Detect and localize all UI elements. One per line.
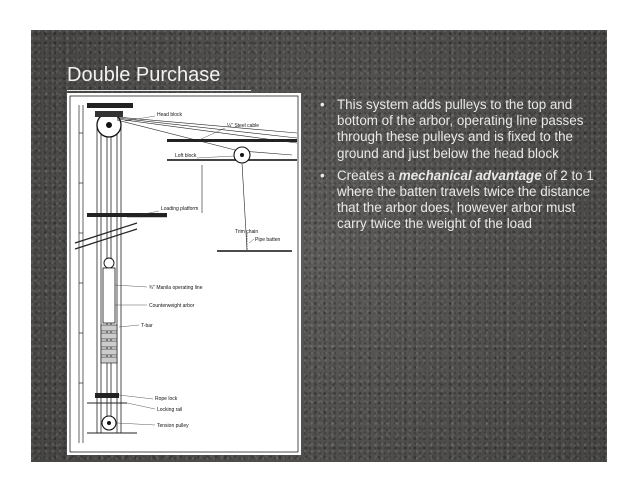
bullet-text: This system adds pulleys to the top and bottom of the arbor, operating line passes through these pulleys and is fixed to the ground and just below the head block — [337, 97, 584, 161]
label-pipe-batten: Pipe batten — [255, 237, 281, 243]
counterweight-arbor — [101, 268, 117, 363]
bullet-item — [314, 168, 604, 233]
head-block-pulley — [95, 111, 123, 137]
label-leaders — [115, 116, 254, 425]
lift-lines — [202, 163, 247, 250]
title-underline — [67, 90, 251, 91]
loft-block-pulley — [234, 147, 250, 163]
slide-title: Double Purchase — [67, 64, 221, 86]
label-rope-lock: Rope lock — [155, 396, 178, 402]
diagram-drawing — [67, 93, 301, 455]
label-locking-rail: Locking rail — [157, 407, 183, 413]
slide — [31, 30, 607, 462]
bullet-text-before: Creates a — [337, 167, 399, 183]
bullet-text-after: of 2 to 1 where the batten travels twice the distance that the arbor does, however arbor must carry twice the weight of the load — [337, 167, 594, 232]
bullet-emphasis: mechanical advantage — [398, 167, 542, 183]
bullet-item — [314, 97, 604, 162]
tension-pulley — [87, 416, 137, 433]
bullet-list — [314, 97, 604, 239]
label-tension-pulley: Tension pulley — [157, 423, 189, 429]
arbor-pulley — [104, 258, 114, 268]
label-head-block: Head block — [157, 112, 183, 118]
diagonal-braces — [75, 223, 137, 249]
fly-gallery-wall — [79, 105, 83, 443]
label-trim-chain: Trim chain — [235, 229, 259, 235]
loading-platform — [87, 213, 167, 217]
label-steel-cable: ¼" Steel cable — [227, 123, 260, 129]
label-loading-platform: Loading platform — [161, 206, 199, 212]
counterweight-rigging-diagram — [67, 93, 301, 455]
bullet-marker: • — [320, 167, 325, 183]
label-loft-block: Loft block — [175, 153, 197, 159]
steel-cables — [117, 117, 297, 155]
label-counterweight-arbor: Counterweight arbor — [149, 303, 195, 309]
bullet-marker: • — [320, 97, 325, 112]
label-operating-line: ¾" Manila operating line — [149, 285, 203, 291]
label-t-track: T-bar — [141, 323, 153, 329]
